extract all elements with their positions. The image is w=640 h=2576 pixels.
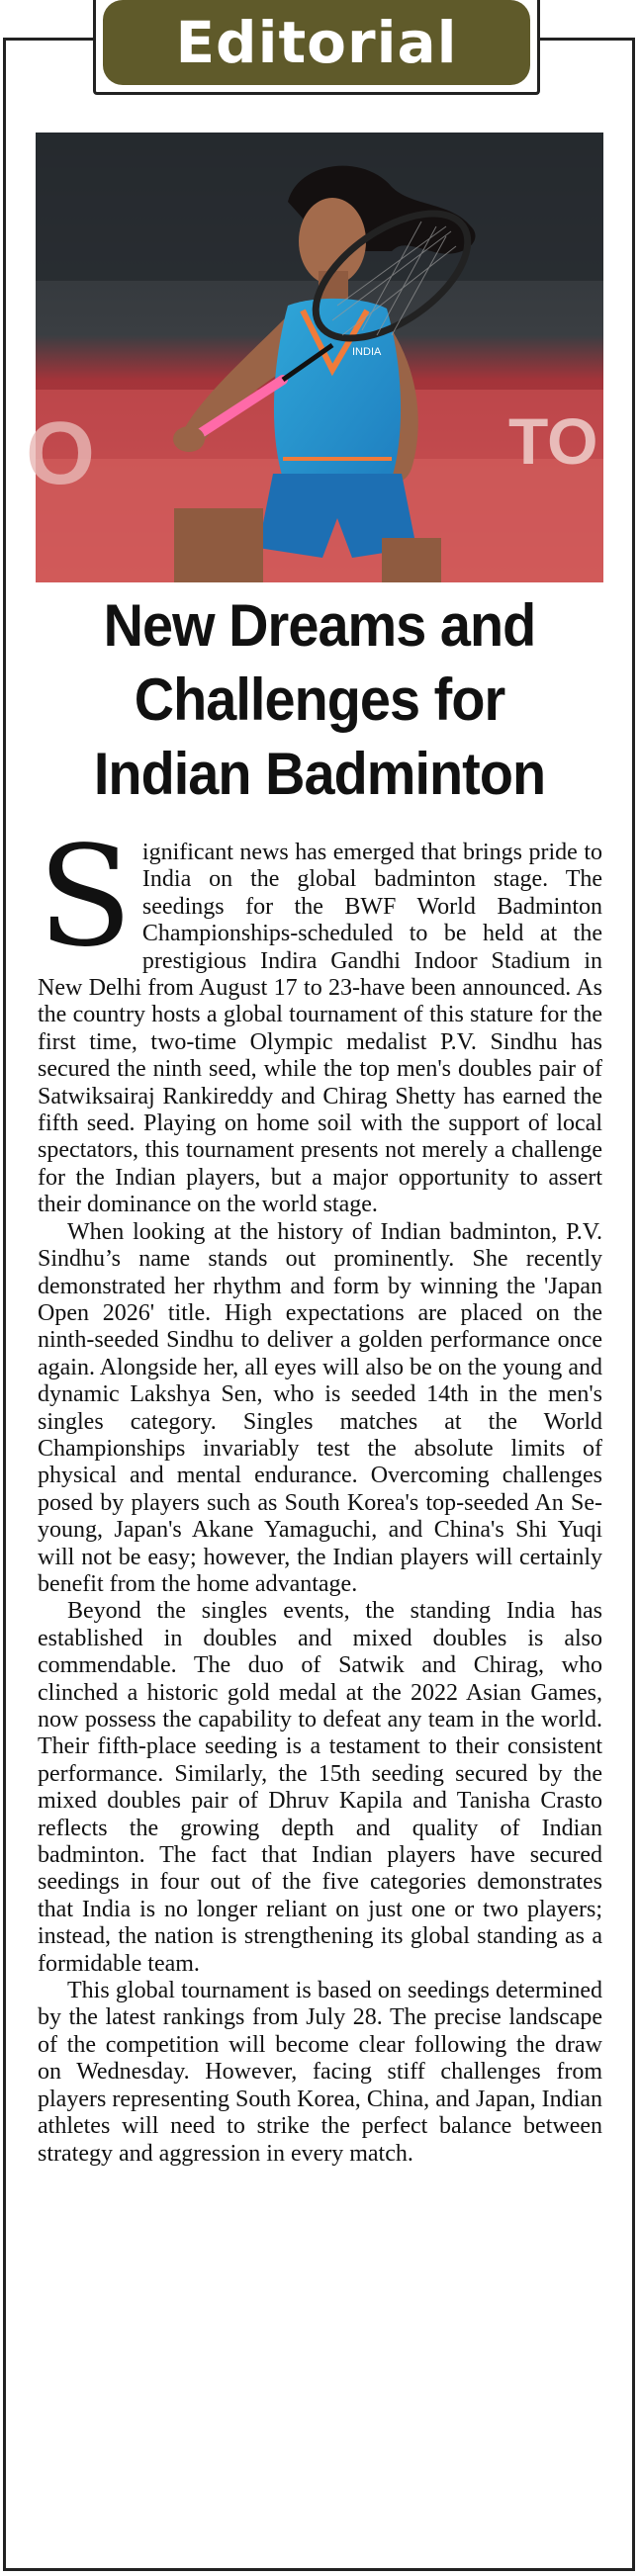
jersey-text: INDIA xyxy=(352,346,382,358)
paragraph-1-text: ignificant news has emerged that brings pride to India on the global badminton stage. The seedings for the BWF World Badminton Championships-scheduled to be held at the prestigious Indira Gandhi Indoor Stadium in New Delhi from August 17 to 23-have been announced. As the country hosts a global tournament of this stature for the first time, two-time Olympic medalist P.V. Sindhu has secured the ninth seed, while the top men's doubles pair of Satwiksairaj Rankireddy and Chirag Shetty has earned the fifth seed. Playing on home soil with the support of local spectators, this tournament presents not merely a challenge for the Indian players, but a major opportunity to assert their dominance on the world stage. xyxy=(38,840,602,1218)
paragraph-4: This global tournament is based on seedings determined by the latest rankings from July 28. The precise landscape of the competition will become clear following the draw on Wednesday. However, facing stiff challenges from players representing South Korea, China, and Japan, Indian athletes will need to strike the perfect balance between strategy and aggression in every match. xyxy=(38,1978,602,2167)
court-text-left: O xyxy=(26,404,96,503)
section-label: Editorial xyxy=(175,9,458,76)
paragraph-2: When looking at the history of Indian badminton, P.V. Sindhu’s name stands out prominently. She recently demonstrated her rhythm and form by winning the 'Japan Open 2026' title. High expectations are placed on the ninth-seeded Sindhu to deliver a golden performance once again. Alongside her, all eyes will also be on the young and dynamic Lakshya Sen, who is seeded 14th in the men's singles category. Singles matches at the World Championships invariably test the absolute limits of physical and mental endurance. Overcoming challenges posed by players such as South Korea's top-seeded An Se-young, Japan's Akane Yamaguchi, and China's Shi Yuqi will not be easy; however, the Indian players will certainly benefit from the home advantage. xyxy=(38,1218,602,1597)
badminton-player-image xyxy=(26,133,603,582)
article-body xyxy=(38,817,602,2168)
paragraph-1 xyxy=(38,817,602,1219)
article-title: New Dreams and Challenges for Indian Badminton xyxy=(93,592,546,807)
article-photo xyxy=(26,133,603,582)
court-text-right: TO xyxy=(508,404,598,478)
drop-cap: S xyxy=(38,817,133,978)
paragraph-3: Beyond the singles events, the standing India has established in doubles and mixed doubles is also commendable. The duo of Satwik and Chirag, who clinched a historic gold medal at the 2022 Asian Games, now possess the capability to defeat any team in the world. Their fifth-place seeding is a testament to their consistent performance. Similarly, the 15th seeding secured by the mixed doubles pair of Dhruv Kapila and Tanisha Crasto reflects the growing depth and quality of Indian badminton. The fact that Indian players have secured seedings in four out of the five categories demonstrates that India is no longer reliant on just one or two players; instead, the nation is strengthening its global standing as a formidable team. xyxy=(38,1598,602,1977)
section-header xyxy=(103,0,530,85)
